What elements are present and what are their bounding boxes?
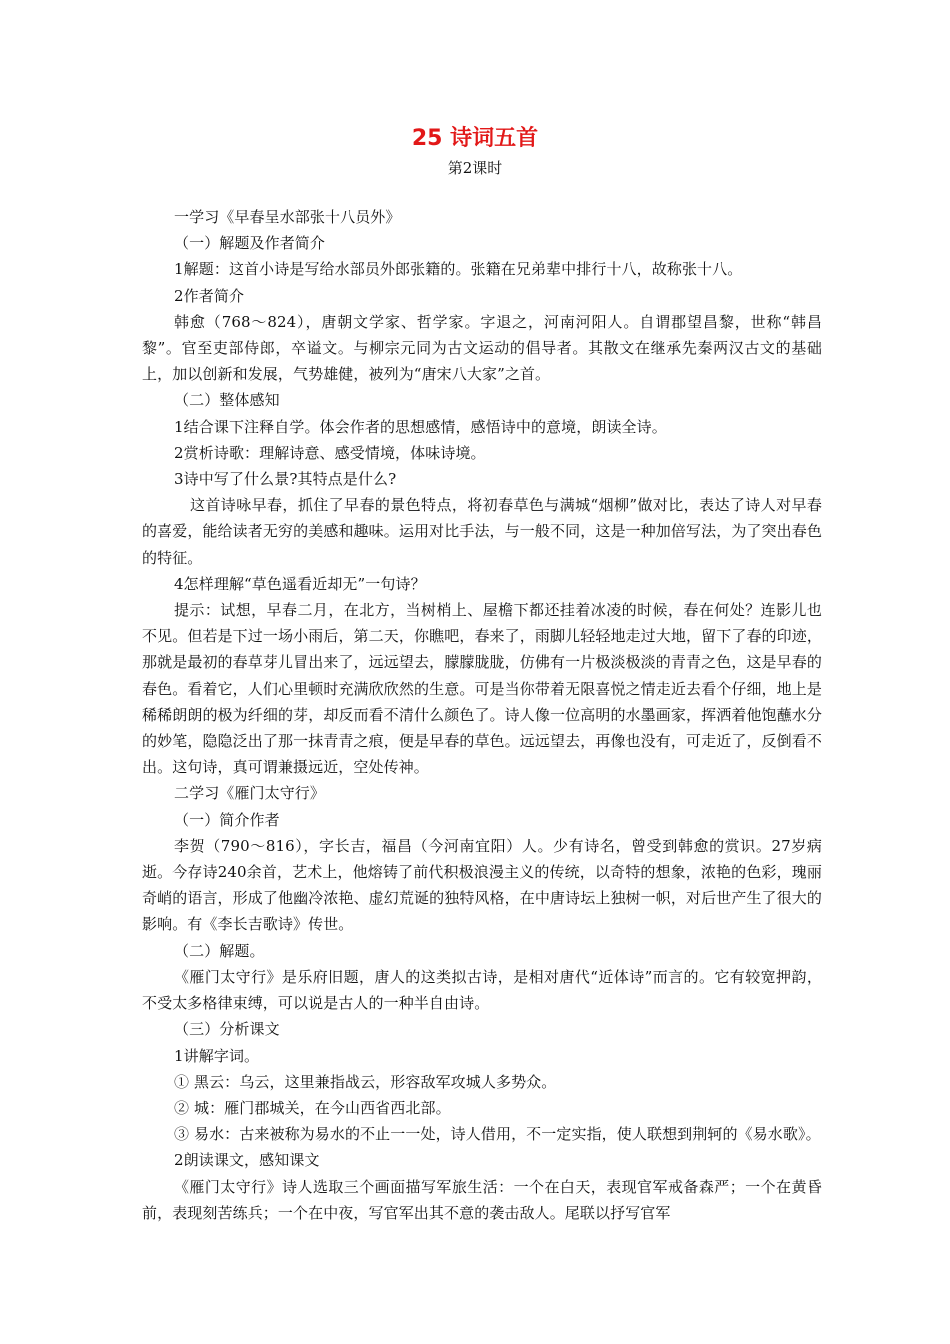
paragraph: 李贺（790～816），字长吉，福昌（今河南宜阳）人。少有诗名，曾受到韩愈的赏识。27岁病逝。今存诗240余首，艺术上，他熔铸了前代积极浪漫主义的传统，以奇特的想象，浓艳的色彩，瑰丽奇峭的语言，形成了他幽冷浓艳、虚幻荒诞的独特风格，在中唐诗坛上独树一帜，对后世产生了很大的影响。有《李长吉歌诗》传世。: [142, 836, 822, 934]
subsection-heading: （一）简介作者: [174, 810, 280, 829]
page-title: 25 诗词五首: [411, 126, 539, 151]
list-item: 2作者简介: [174, 286, 245, 305]
list-item: ② 城：雁门郡城关，在今山西省西北部。: [174, 1098, 451, 1117]
subsection-heading: （一）解题及作者简介: [174, 234, 326, 253]
paragraph: 韩愈（768～824），唐朝文学家、哲学家。字退之，河南河阳人。自谓郡望昌黎，世称“韩昌黎”。官至吏部侍郎，卒谥文。与柳宗元同为古文运动的倡导者。其散文在继承先秦两汉古文的基础上，加以创新和发展，气势雄健，被列为“唐宋八大家”之首。: [142, 312, 822, 384]
list-item: ③ 易水：古来被称为易水的不止一一处，诗人借用，不一定实指，使人联想到荆轲的《易水歌》。: [174, 1125, 821, 1144]
section-heading: 二学习《雁门太守行》: [174, 784, 326, 803]
section-heading: 一学习《早春呈水部张十八员外》: [174, 208, 401, 226]
list-item: 1结合课下注释自学。体会作者的思想感情，感悟诗中的意境，朗读全诗。: [174, 417, 667, 436]
subsection-heading: （二）解题。: [174, 941, 265, 960]
paragraph: 提示：试想，早春二月，在北方，当树梢上、屋檐下都还挂着冰凌的时候，春在何处？连影儿也不见。但若是下过一场小雨后，第二天，你瞧吧，春来了，雨脚儿轻轻地走过大地，留下了春的印迹，那就是最初的春草芽儿冒出来了，远远望去，朦朦胧胧，仿佛有一片极淡极淡的青青之色，这是早春的春色。看着它，人们心里顿时充满欣欣然的生意。可是当你带着无限喜悦之情走近去看个仔细，地上是稀稀朗朗的极为纤细的芽，却反而看不清什么颜色了。诗人像一位高明的水墨画家，挥洒着他饱蘸水分的妙笔，隐隐泛出了那一抹青青之痕，便是早春的草色。远远望去，再像也没有，可走近了，反倒看不出。这句诗，真可谓兼摄远近，空处传神。: [142, 601, 822, 777]
list-item: ① 黑云：乌云，这里兼指战云，形容敌军攻城人多势众。: [174, 1072, 557, 1091]
list-item: 1讲解字词。: [174, 1046, 260, 1065]
paragraph: 这首诗咏早春，抓住了早春的景色特点，将初春草色与满城“烟柳”做对比，表达了诗人对早春的喜爱，能给读者无穷的美感和趣味。运用对比手法，与一般不同，这是一种加倍写法，为了突出春色的特征。: [142, 496, 822, 567]
page-subtitle: 第2课时: [447, 159, 503, 177]
subsection-heading: （三）分析课文: [174, 1020, 280, 1039]
list-item: 2赏析诗歌：理解诗意、感受情境，体味诗境。: [174, 443, 486, 462]
list-item: 4怎样理解“草色遥看近却无”一句诗？: [174, 574, 426, 593]
paragraph: 《雁门太守行》诗人选取三个画面描写军旅生活：一个在白天，表现官军戒备森严；一个在黄昏前，表现刻苦练兵；一个在中夜，写官军出其不意的袭击敌人。尾联以抒写官军: [142, 1177, 822, 1222]
list-item: 3诗中写了什么景?其特点是什么?: [174, 470, 397, 489]
subsection-heading: （二）整体感知: [174, 391, 280, 410]
paragraph: 1解题：这首小诗是写给水部员外郎张籍的。张籍在兄弟辈中排行十八，故称张十八。: [174, 260, 743, 279]
document-body: [142, 204, 822, 1226]
paragraph: 《雁门太守行》是乐府旧题，唐人的这类拟古诗，是相对唐代“近体诗”而言的。它有较宽押韵，不受太多格律束缚，可以说是古人的一种半自由诗。: [142, 967, 822, 1013]
list-item: 2朗读课文，感知课文: [174, 1151, 320, 1170]
